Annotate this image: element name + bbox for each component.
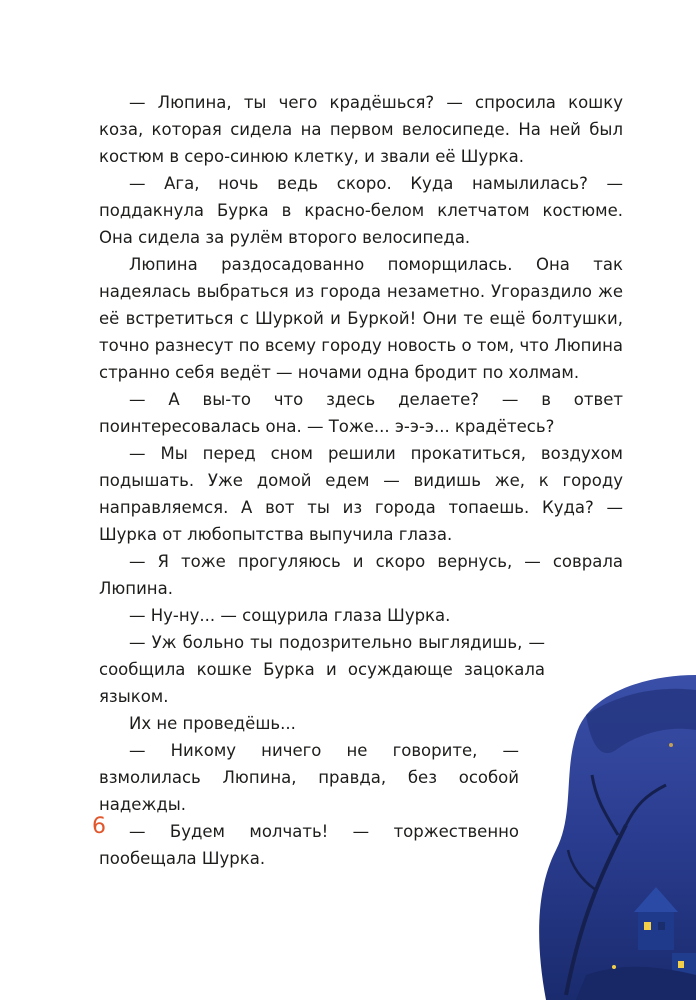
paragraph-9: Их не проведёшь... — [129, 714, 296, 733]
paragraph-5: — Мы перед сном решили прокатиться, воздухом подышать. Уже домой едем — видишь же, к городу направляемся. А вот ты из города топаешь. Куда? — Шурка от любопытства выпучила глаза. — [99, 444, 623, 544]
paragraph-3: Люпина раздосадованно поморщилась. Она так надеялась выбраться из города незаметно. Угораздило же её встретиться с Шуркой и Буркой! Они те ещё болтушки, точно разнесут по всему городу новость о том, что Люпина странно себя ведёт — ночами одна бродит по холмам. — [99, 255, 623, 382]
paragraph-1: — Люпина, ты чего крадёшься? — спросила кошку коза, которая сидела на первом велосипеде. На ней был костюм в серо-синюю клетку, и звали её Шурка. — [99, 93, 623, 166]
paragraph-4: — А вы-то что здесь делаете? — в ответ поинтересовалась она. — Тоже... э-э-э... крадётесь? — [99, 390, 623, 436]
paragraph-6: — Я тоже прогуляюсь и скоро вернусь, — соврала Люпина. — [99, 552, 623, 598]
paragraph-11: — Будем молчать! — торжественно пообещала Шурка. — [99, 822, 519, 868]
paragraph-8: — Уж больно ты подозрительно выглядишь, — сообщила кошке Бурка и осуждающе зацокала языком. — [99, 633, 545, 706]
paragraph-2: — Ага, ночь ведь скоро. Куда намылилась? — поддакнула Бурка в красно-белом клетчатом костюме. Она сидела за рулём второго велосипеда. — [99, 174, 623, 247]
page-number: 6 — [92, 814, 106, 839]
paragraph-10: — Никому ничего не говорите, — взмолилась Люпина, правда, без особой надежды. — [99, 741, 519, 814]
paragraph-7: — Ну-ну... — сощурила глаза Шурка. — [129, 606, 451, 625]
night-town-icon — [526, 675, 696, 1000]
